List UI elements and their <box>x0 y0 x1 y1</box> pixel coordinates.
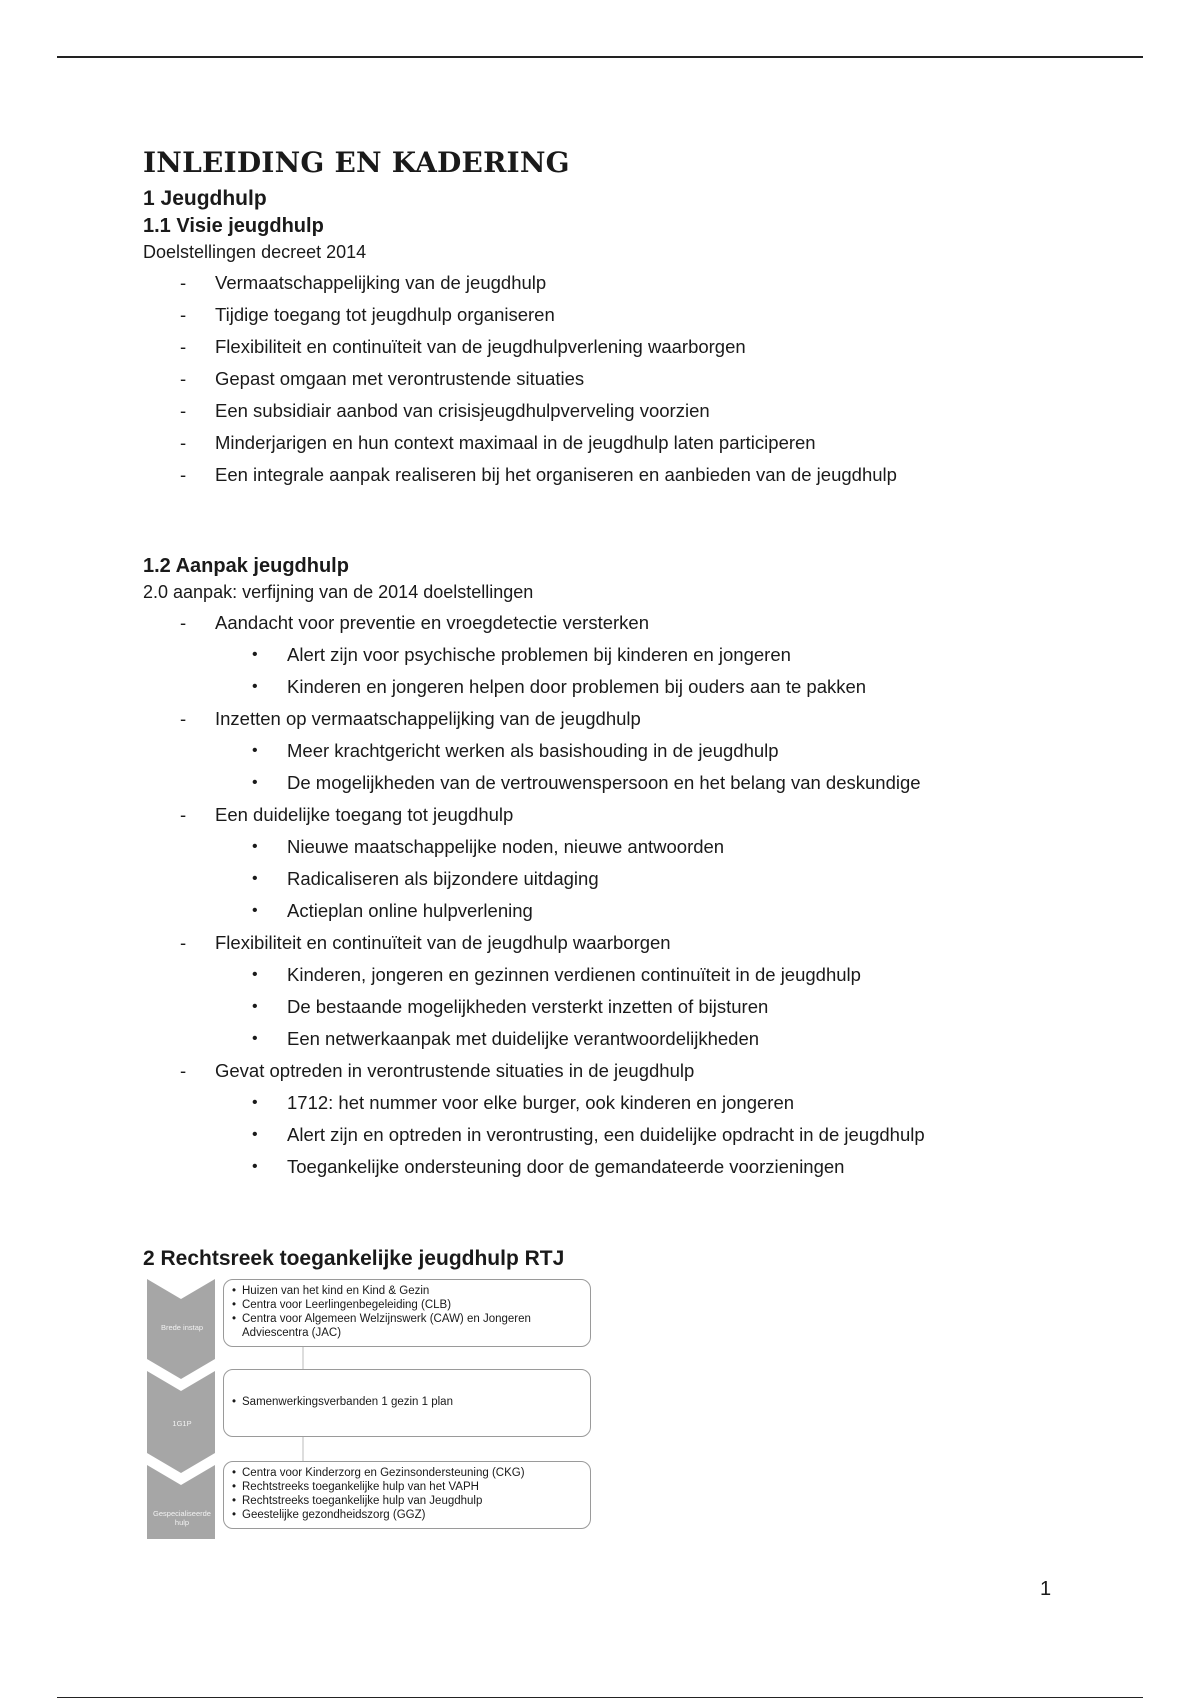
bullet-marker: • <box>252 1030 258 1047</box>
sub-list <box>215 1087 1103 1183</box>
sub-list-item: • De mogelijkheden van de vertrouwenspersoon en het belang van deskundige <box>215 767 1103 799</box>
sub-list-item: • Alert zijn voor psychische problemen bij kinderen en jongeren <box>215 639 1103 671</box>
dash-marker: - <box>180 368 187 389</box>
bullet-marker: • <box>252 966 258 983</box>
dash-marker: - <box>180 1060 187 1081</box>
sub-list-item: • Nieuwe maatschappelijke noden, nieuwe antwoorden <box>215 831 1103 863</box>
page-number: 1 <box>1040 1578 1052 1600</box>
dash-marker: - <box>180 336 187 357</box>
list-item: - Flexibiliteit en continuïteit van de jeugdhulpverlening waarborgen <box>143 331 1103 363</box>
stage-box-gespecialiseerde-hulp <box>223 1461 591 1529</box>
bullet-marker: • <box>252 1158 258 1175</box>
dash-marker: - <box>180 708 187 729</box>
list-item: - Gevat optreden in verontrustende situaties in de jeugdhulp • 1712: het nummer voor elke burger, ook kinderen en jongeren • Alert zijn en optreden in verontrusting, een duidelijke opdracht in de jeugdhulp • Toegankelijke ondersteuning door de gemandateerde voorzieningen <box>143 1055 1103 1183</box>
dash-marker: - <box>180 272 187 293</box>
bullet-marker: • <box>252 838 258 855</box>
rtj-diagram <box>143 1277 593 1541</box>
list-item: - Inzetten op vermaatschappelijking van de jeugdhulp • Meer krachtgericht werken als basishouding in de jeugdhulp • De mogelijkheden van de vertrouwenspersoon en het belang van deskundige <box>143 703 1103 799</box>
dash-marker: - <box>180 432 187 453</box>
sub-list <box>215 735 1103 799</box>
sub-list-item: • Meer krachtgericht werken als basishouding in de jeugdhulp <box>215 735 1103 767</box>
subsection-heading-visie: 1.1 Visie jeugdhulp <box>143 215 324 237</box>
stage-item: • Rechtstreeks toegankelijke hulp van het VAPH <box>232 1480 582 1494</box>
bullet-marker: • <box>252 1094 258 1111</box>
stage-item: • Centra voor Algemeen Welzijnswerk (CAW) en Jongeren Adviescentra (JAC) <box>232 1312 582 1340</box>
stage-item: • Centra voor Kinderzorg en Gezinsondersteuning (CKG) <box>232 1466 582 1480</box>
list-item: - Flexibiliteit en continuïteit van de jeugdhulp waarborgen • Kinderen, jongeren en gezinnen verdienen continuïteit in de jeugdhulp • De bestaande mogelijkheden versterkt inzetten of bijsturen • Een netwerkaanpak met duidelijke verantwoordelijkheden <box>143 927 1103 1055</box>
list-item: - Aandacht voor preventie en vroegdetectie versterken • Alert zijn voor psychische problemen bij kinderen en jongeren • Kinderen en jongeren helpen door problemen bij ouders aan te pakken <box>143 607 1103 703</box>
sub-list-item: • Kinderen en jongeren helpen door problemen bij ouders aan te pakken <box>215 671 1103 703</box>
stage-label: Gespecialiseerde hulp <box>153 1509 211 1527</box>
sub-list-item: • Alert zijn en optreden in verontrusting, een duidelijke opdracht in de jeugdhulp <box>215 1119 1103 1151</box>
list-item: - Een duidelijke toegang tot jeugdhulp • Nieuwe maatschappelijke noden, nieuwe antwoorden • Radicaliseren als bijzondere uitdaging • Actieplan online hulpverlening <box>143 799 1103 927</box>
list-item: - Minderjarigen en hun context maximaal in de jeugdhulp laten participeren <box>143 427 1103 459</box>
bullet-marker: • <box>252 742 258 759</box>
page-content <box>143 146 1103 1541</box>
bullet-marker: • <box>252 646 258 663</box>
aanpak-list <box>143 607 1103 1183</box>
subsection-heading-aanpak: 1.2 Aanpak jeugdhulp <box>143 555 349 577</box>
list-item: - Een integrale aanpak realiseren bij het organiseren en aanbieden van de jeugdhulp <box>143 459 1103 491</box>
stage-item: • Rechtstreeks toegankelijke hulp van Jeugdhulp <box>232 1494 582 1508</box>
dash-marker: - <box>180 304 187 325</box>
stage-item: • Samenwerkingsverbanden 1 gezin 1 plan <box>232 1395 582 1409</box>
stage-box-brede-instap <box>223 1279 591 1347</box>
stage-label: 1G1P <box>172 1419 192 1428</box>
sub-list <box>215 639 1103 703</box>
sub-list-item: • Toegankelijke ondersteuning door de gemandateerde voorzieningen <box>215 1151 1103 1183</box>
sub-list-item: • Actieplan online hulpverlening <box>215 895 1103 927</box>
document-title: INLEIDING EN KADERING <box>143 146 570 179</box>
section-heading-rtj: 2 Rechtsreek toegankelijke jeugdhulp RTJ <box>143 1247 565 1270</box>
bullet-marker: • <box>252 1126 258 1143</box>
sub-list-item: • Een netwerkaanpak met duidelijke verantwoordelijkheden <box>215 1023 1103 1055</box>
list-item: - Tijdige toegang tot jeugdhulp organiseren <box>143 299 1103 331</box>
dash-marker: - <box>180 400 187 421</box>
sub-list-item: • Radicaliseren als bijzondere uitdaging <box>215 863 1103 895</box>
section-heading-jeugdhulp: 1 Jeugdhulp <box>143 187 267 210</box>
sub-list <box>215 831 1103 927</box>
list-item: - Gepast omgaan met verontrustende situaties <box>143 363 1103 395</box>
chevron-shape <box>147 1465 215 1539</box>
stage-box-1g1p <box>223 1369 591 1437</box>
stage-label: Brede instap <box>160 1323 204 1332</box>
visie-list <box>143 267 1103 491</box>
dash-marker: - <box>180 464 187 485</box>
sub-list-item: • Kinderen, jongeren en gezinnen verdienen continuïteit in de jeugdhulp <box>215 959 1103 991</box>
footer-rule <box>57 1697 1143 1698</box>
bullet-marker: • <box>252 902 258 919</box>
bullet-marker: • <box>252 774 258 791</box>
sub-list <box>215 959 1103 1055</box>
dash-marker: - <box>180 612 187 633</box>
stage-item: • Huizen van het kind en Kind & Gezin <box>232 1284 582 1298</box>
stage-item: • Centra voor Leerlingenbegeleiding (CLB) <box>232 1298 582 1312</box>
dash-marker: - <box>180 932 187 953</box>
visie-intro: Doelstellingen decreet 2014 <box>143 242 367 262</box>
dash-marker: - <box>180 804 187 825</box>
bullet-marker: • <box>252 678 258 695</box>
bullet-marker: • <box>252 998 258 1015</box>
sub-list-item: • De bestaande mogelijkheden versterkt inzetten of bijsturen <box>215 991 1103 1023</box>
stage-item: • Geestelijke gezondheidszorg (GGZ) <box>232 1508 582 1522</box>
header-rule <box>57 56 1143 58</box>
list-item: - Een subsidiair aanbod van crisisjeugdhulpverveling voorzien <box>143 395 1103 427</box>
bullet-marker: • <box>252 870 258 887</box>
list-item: - Vermaatschappelijking van de jeugdhulp <box>143 267 1103 299</box>
sub-list-item: • 1712: het nummer voor elke burger, ook kinderen en jongeren <box>215 1087 1103 1119</box>
aanpak-intro: 2.0 aanpak: verfijning van de 2014 doelstellingen <box>143 582 534 602</box>
